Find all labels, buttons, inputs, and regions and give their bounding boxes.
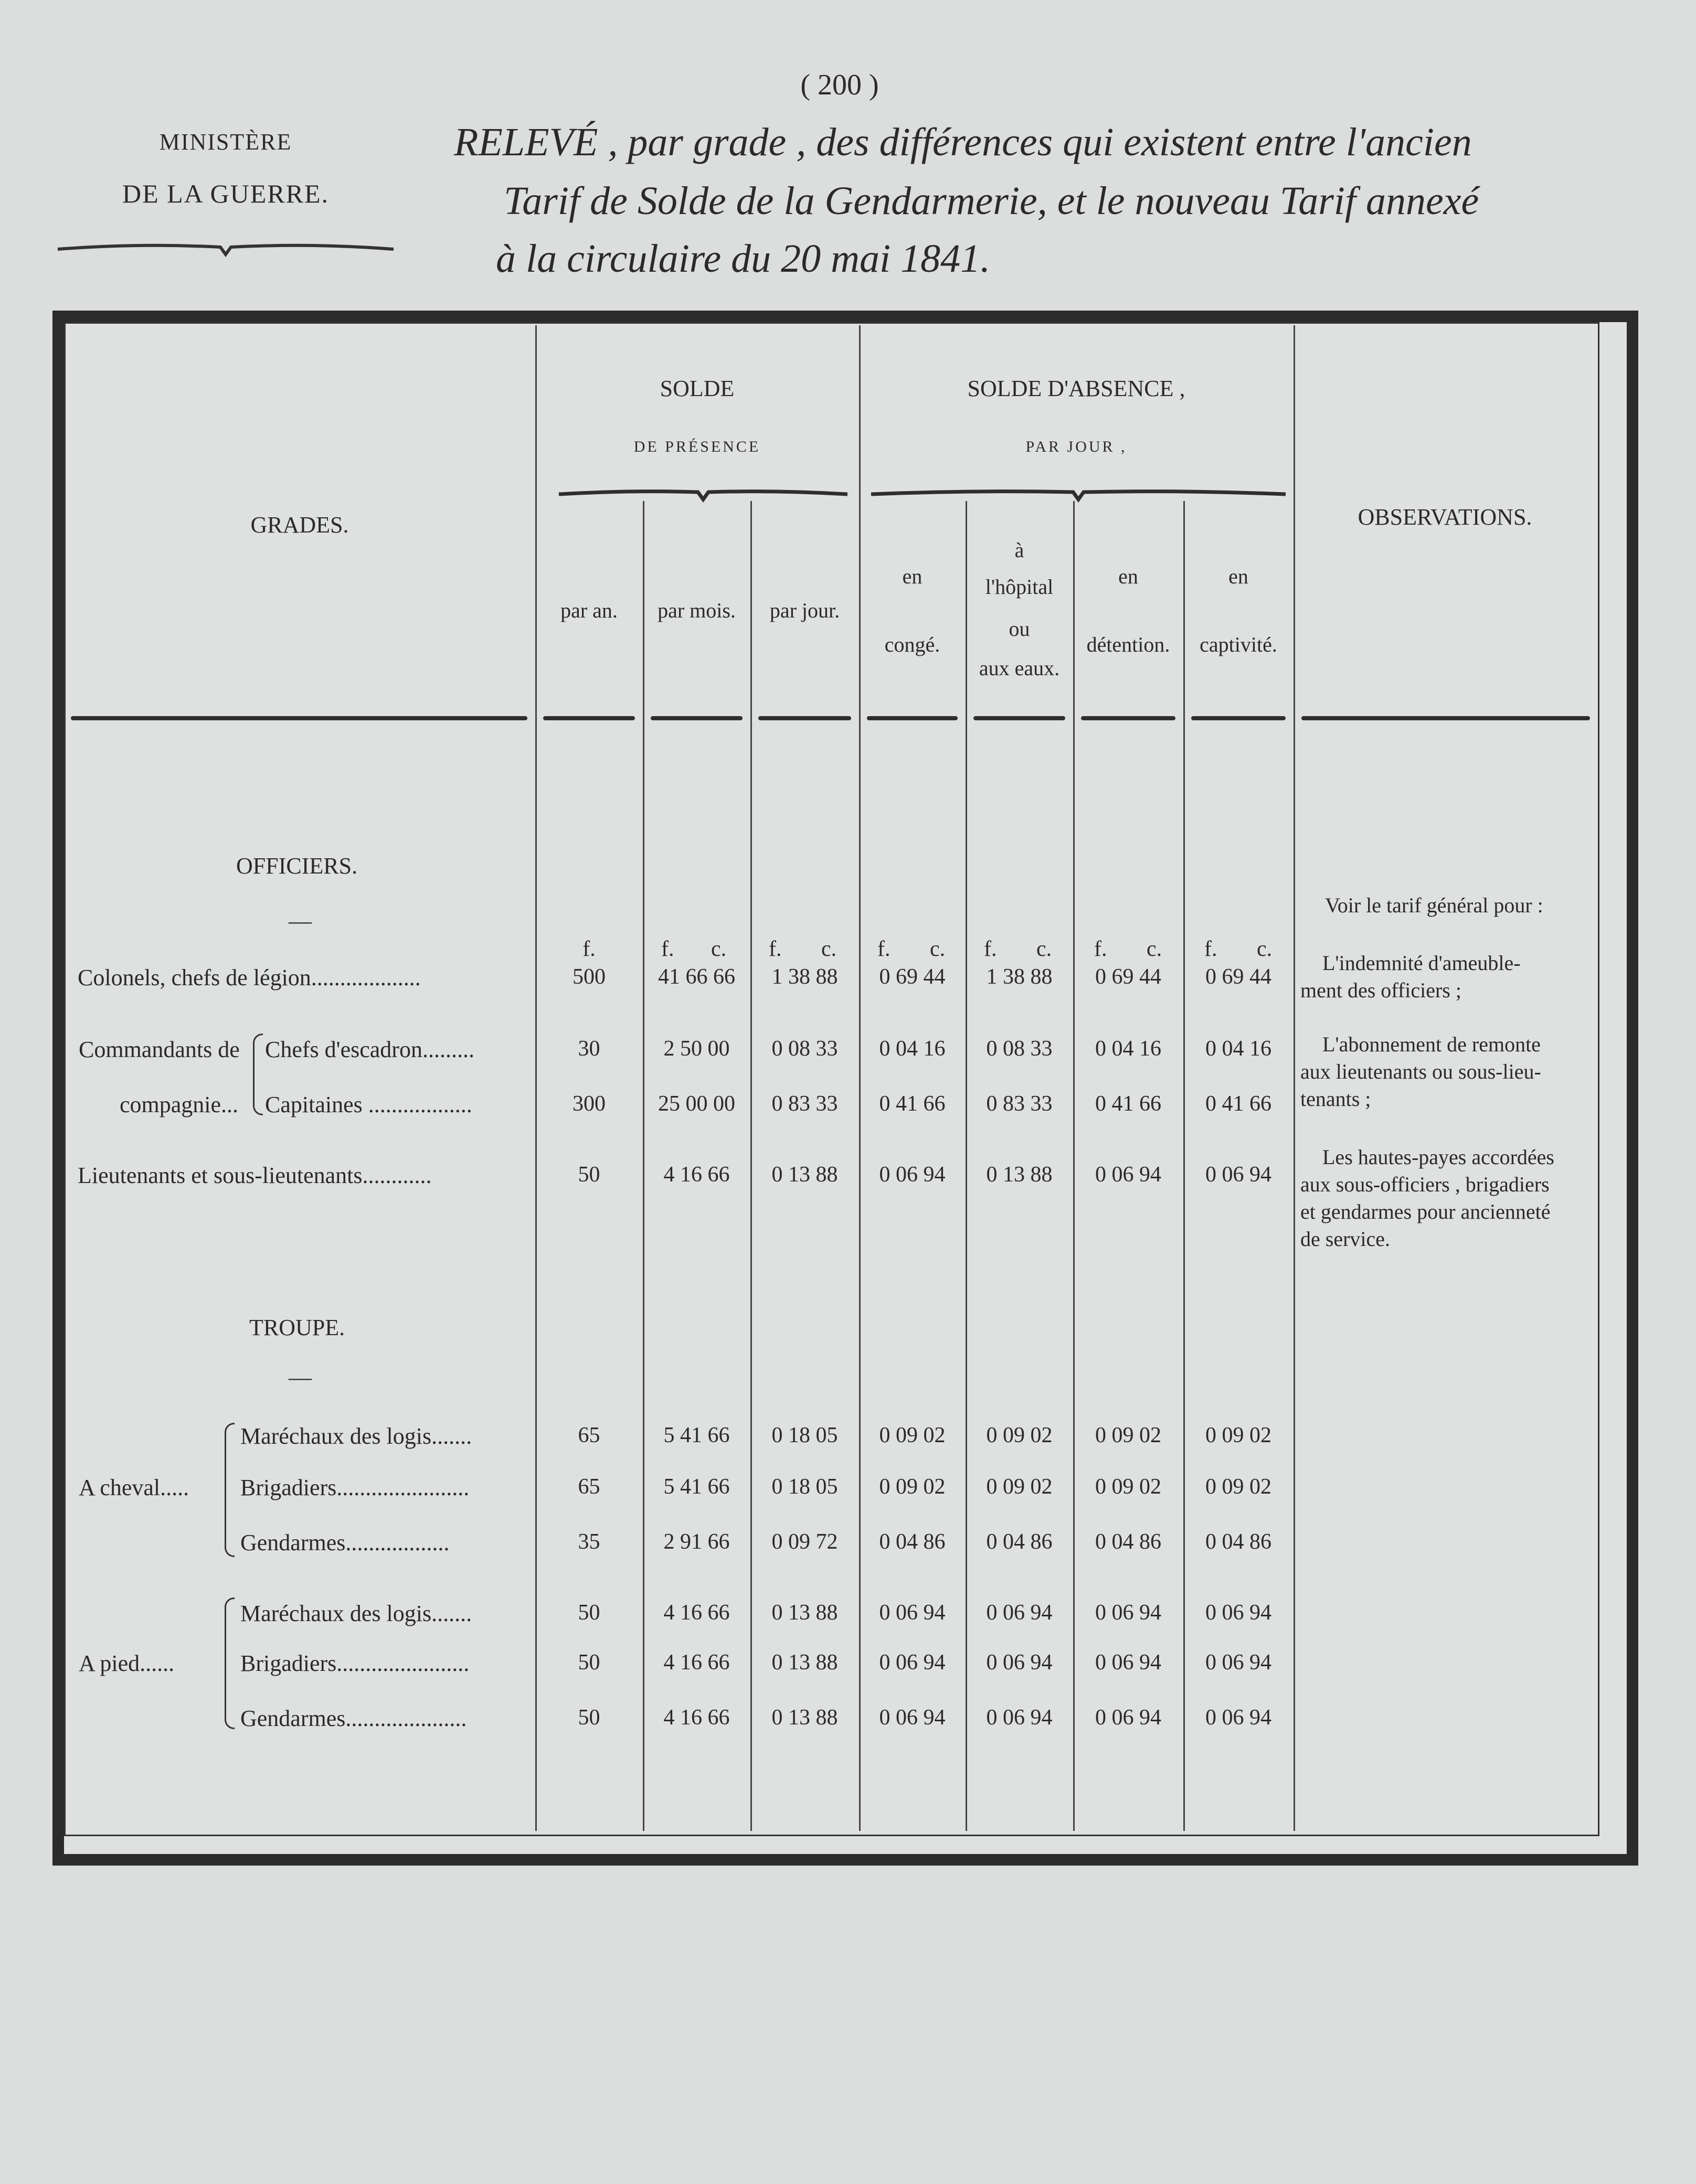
cell-conge: 0 06 94 <box>879 1601 946 1625</box>
row-label: Capitaines .................. <box>265 1092 472 1117</box>
cell-conge: 0 06 94 <box>879 1163 946 1187</box>
cell-par-mois: 2 50 00 <box>663 1037 730 1061</box>
row-label: Gendarmes.................. <box>240 1530 450 1556</box>
obs-line: L'indemnité d'ameuble- <box>1322 951 1521 975</box>
presence-brace <box>556 483 850 504</box>
cell-par-jour: 0 18 05 <box>771 1423 838 1447</box>
cell-captivite: 0 09 02 <box>1205 1423 1271 1447</box>
commandants-bracket <box>253 1034 263 1115</box>
cell-conge: 0 06 94 <box>879 1706 946 1730</box>
cell-conge: 0 09 02 <box>879 1423 946 1447</box>
cell-captivite: 0 41 66 <box>1205 1092 1271 1116</box>
section-officiers: OFFICIERS. <box>236 853 358 879</box>
section-dash: — <box>289 908 312 934</box>
unit-c: c. <box>1036 937 1052 961</box>
par-jour-header: PAR JOUR , <box>1025 438 1127 455</box>
col-hopital-1: à <box>1014 538 1024 562</box>
unit-c: c. <box>711 937 727 961</box>
cell-captivite: 0 04 16 <box>1205 1037 1271 1061</box>
row-label: Brigadiers....................... <box>240 1475 470 1500</box>
unit-c: c. <box>821 937 837 961</box>
cell-detention: 0 06 94 <box>1095 1163 1161 1187</box>
unit-f: f. <box>582 937 596 961</box>
cell-captivite: 0 06 94 <box>1205 1706 1271 1730</box>
col-hopital-2: l'hôpital <box>985 575 1054 599</box>
col-par-mois: par mois. <box>658 599 736 622</box>
cell-par-jour: 0 83 33 <box>771 1092 838 1116</box>
a-pied-bracket <box>225 1597 235 1729</box>
group-a-cheval: A cheval..... <box>79 1475 189 1500</box>
header-rule <box>1301 716 1590 720</box>
col-captivite-1: en <box>1228 564 1248 588</box>
col-detention-2: détention. <box>1086 633 1170 656</box>
cell-detention: 0 09 02 <box>1095 1475 1161 1499</box>
section-dash: — <box>289 1365 312 1390</box>
obs-line: L'abonnement de remonte <box>1322 1032 1541 1056</box>
row-label: Colonels, chefs de légion................... <box>78 965 421 990</box>
row-label: Chefs d'escadron......... <box>265 1037 474 1062</box>
col-detention-1: en <box>1118 564 1138 588</box>
cell-detention: 0 04 86 <box>1095 1530 1161 1554</box>
cell-detention: 0 06 94 <box>1095 1601 1161 1625</box>
cell-par-jour: 0 13 88 <box>771 1650 838 1675</box>
cell-detention: 0 04 16 <box>1095 1037 1161 1061</box>
col-conge-1: en <box>902 564 923 588</box>
cell-hopital: 0 04 86 <box>986 1530 1053 1554</box>
unit-f: f. <box>769 937 782 961</box>
obs-line: tenants ; <box>1300 1087 1371 1111</box>
header-rule <box>973 716 1065 720</box>
cell-par-mois: 4 16 66 <box>663 1163 730 1187</box>
title-line1: RELEVÉ , par grade , des différences qui existent entre l'ancien <box>454 120 1472 164</box>
cell-captivite: 0 09 02 <box>1205 1475 1271 1499</box>
absence-brace <box>868 483 1288 504</box>
cell-detention: 0 06 94 <box>1095 1706 1161 1730</box>
grades-header: GRADES. <box>250 512 349 538</box>
cell-par-an: 50 <box>578 1650 600 1675</box>
cell-hopital: 1 38 88 <box>986 965 1053 989</box>
cell-hopital: 0 13 88 <box>986 1163 1053 1187</box>
cell-par-jour: 0 09 72 <box>771 1530 838 1554</box>
cell-captivite: 0 04 86 <box>1205 1530 1271 1554</box>
row-label: Lieutenants et sous-lieutenants............ <box>78 1163 432 1188</box>
cell-captivite: 0 06 94 <box>1205 1163 1271 1187</box>
obs-line: et gendarmes pour ancienneté <box>1300 1200 1551 1223</box>
cell-conge: 0 04 16 <box>879 1037 946 1061</box>
cell-par-an: 30 <box>578 1037 600 1061</box>
header-rule <box>71 716 527 720</box>
cell-par-an: 50 <box>578 1601 600 1625</box>
cell-par-mois: 5 41 66 <box>663 1423 730 1447</box>
unit-c: c. <box>1257 937 1273 961</box>
col-captivite-2: captivité. <box>1200 633 1277 656</box>
header-rule <box>1081 716 1175 720</box>
cell-par-an: 300 <box>573 1092 606 1116</box>
cell-hopital: 0 06 94 <box>986 1650 1053 1675</box>
title-line2: Tarif de Solde de la Gendarmerie, et le nouveau Tarif annexé <box>504 179 1479 223</box>
cell-par-jour: 0 18 05 <box>771 1475 838 1499</box>
observations-header: OBSERVATIONS. <box>1358 504 1532 530</box>
col-par-an: par an. <box>560 599 618 622</box>
cell-par-an: 65 <box>578 1475 600 1499</box>
cell-par-an: 35 <box>578 1530 600 1554</box>
cell-par-jour: 0 13 88 <box>771 1601 838 1625</box>
row-label: Gendarmes..................... <box>240 1706 467 1731</box>
group-a-pied: A pied...... <box>79 1650 175 1676</box>
cell-par-mois: 4 16 66 <box>663 1650 730 1675</box>
cell-detention: 0 09 02 <box>1095 1423 1161 1447</box>
cell-par-mois: 41 66 66 <box>658 965 735 989</box>
cell-detention: 0 69 44 <box>1095 965 1161 989</box>
col-conge-2: congé. <box>884 633 940 656</box>
cell-par-mois: 25 00 00 <box>658 1092 735 1116</box>
cell-detention: 0 06 94 <box>1095 1650 1161 1675</box>
cell-par-jour: 0 08 33 <box>771 1037 838 1061</box>
cell-par-an: 50 <box>578 1163 600 1187</box>
unit-c: c. <box>1147 937 1162 961</box>
unit-f: f. <box>984 937 997 961</box>
obs-line: aux sous-officiers , brigadiers <box>1300 1173 1550 1196</box>
page-number: ( 200 ) <box>800 69 879 101</box>
header-rule <box>651 716 743 720</box>
header-rule <box>867 716 958 720</box>
cell-conge: 0 41 66 <box>879 1092 946 1116</box>
cell-par-mois: 5 41 66 <box>663 1475 730 1499</box>
obs-line: de service. <box>1300 1227 1391 1251</box>
unit-f: f. <box>1094 937 1107 961</box>
de-presence-header: DE PRÉSENCE <box>633 438 761 455</box>
cell-hopital: 0 09 02 <box>986 1423 1053 1447</box>
group-compagnie: compagnie... <box>120 1092 239 1117</box>
obs-line: aux lieutenants ou sous-lieu- <box>1300 1060 1541 1083</box>
cell-par-an: 65 <box>578 1423 600 1447</box>
unit-f: f. <box>877 937 891 961</box>
ministry-ornament <box>52 233 399 262</box>
unit-f: f. <box>661 937 674 961</box>
ministry-line2: DE LA GUERRE. <box>122 179 330 208</box>
header-rule <box>543 716 635 720</box>
section-troupe: TROUPE. <box>249 1315 345 1340</box>
group-commandants: Commandants de <box>79 1037 240 1062</box>
row-label: Brigadiers....................... <box>240 1650 470 1676</box>
cell-par-an: 500 <box>573 965 606 989</box>
cell-hopital: 0 06 94 <box>986 1601 1053 1625</box>
unit-f: f. <box>1204 937 1217 961</box>
col-divider <box>1294 325 1295 1831</box>
unit-c: c. <box>930 937 946 961</box>
col-par-jour: par jour. <box>769 599 840 622</box>
title-line3: à la circulaire du 20 mai 1841. <box>496 237 991 281</box>
header-rule <box>1191 716 1286 720</box>
row-label: Maréchaux des logis....... <box>240 1601 472 1626</box>
cell-captivite: 0 69 44 <box>1205 965 1271 989</box>
cell-captivite: 0 06 94 <box>1205 1650 1271 1675</box>
col-hopital-3: ou <box>1009 617 1030 641</box>
cell-par-mois: 4 16 66 <box>663 1601 730 1625</box>
obs-line: Voir le tarif général pour : <box>1325 893 1543 917</box>
cell-conge: 0 09 02 <box>879 1475 946 1499</box>
cell-par-mois: 2 91 66 <box>663 1530 730 1554</box>
cell-hopital: 0 06 94 <box>986 1706 1053 1730</box>
cell-par-jour: 0 13 88 <box>771 1706 838 1730</box>
solde-absence-header: SOLDE D'ABSENCE , <box>967 376 1185 401</box>
cell-hopital: 0 83 33 <box>986 1092 1053 1116</box>
cell-par-an: 50 <box>578 1706 600 1730</box>
cell-captivite: 0 06 94 <box>1205 1601 1271 1625</box>
cell-conge: 0 69 44 <box>879 965 946 989</box>
cell-conge: 0 04 86 <box>879 1530 946 1554</box>
cell-par-jour: 1 38 88 <box>771 965 838 989</box>
row-label: Maréchaux des logis....... <box>240 1423 472 1449</box>
a-cheval-bracket <box>225 1423 235 1557</box>
header-rule <box>758 716 851 720</box>
cell-par-jour: 0 13 88 <box>771 1163 838 1187</box>
col-hopital-4: aux eaux. <box>979 656 1060 680</box>
cell-detention: 0 41 66 <box>1095 1092 1161 1116</box>
solde-header: SOLDE <box>660 376 735 401</box>
cell-hopital: 0 08 33 <box>986 1037 1053 1061</box>
obs-line: Les hautes-payes accordées <box>1322 1145 1554 1169</box>
cell-par-mois: 4 16 66 <box>663 1706 730 1730</box>
obs-line: ment des officiers ; <box>1300 978 1461 1002</box>
ministry-line1: MINISTÈRE <box>159 129 292 155</box>
cell-conge: 0 06 94 <box>879 1650 946 1675</box>
cell-hopital: 0 09 02 <box>986 1475 1053 1499</box>
